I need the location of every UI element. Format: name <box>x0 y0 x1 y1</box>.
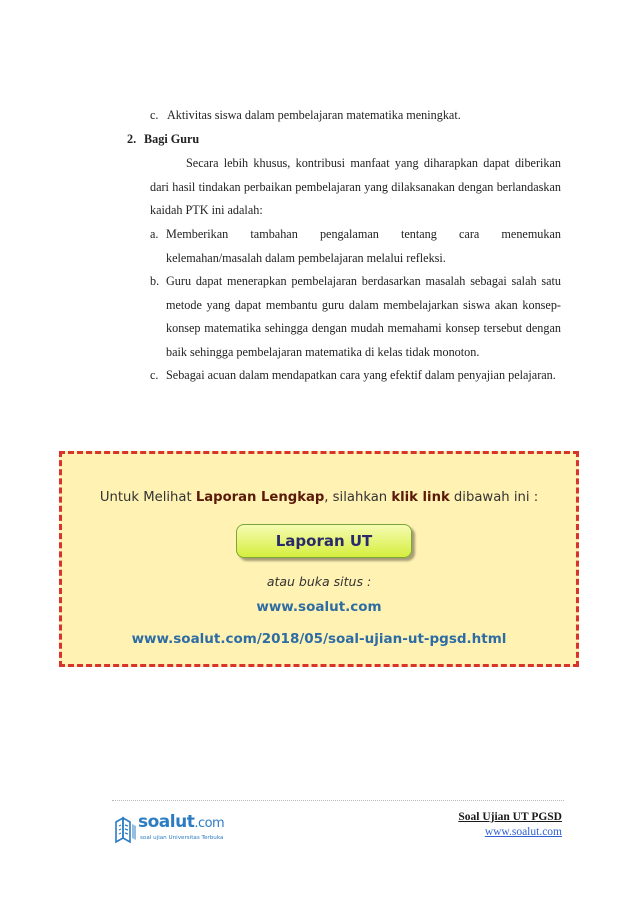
section-paragraph <box>150 152 561 223</box>
list-text: Guru dapat menerapkan pembelajaran berdasarkan masalah sebagai salah satu metode yang dapat membantu guru dalam membelajarkan siswa akan konsep-konsep matematika sehingga dengan mudah memahami konsep tersebut dengan baik sehingga pembelajaran matematika di kelas tidak monoton. <box>166 274 561 359</box>
notice-text: dibawah ini : <box>449 490 539 505</box>
footer-title: Soal Ujian UT PGSD <box>458 811 562 823</box>
footer-url-link[interactable]: www.soalut.com <box>484 826 562 838</box>
list-item <box>150 364 561 388</box>
section-title: Bagi Guru <box>144 132 200 146</box>
paragraph-text: Secara lebih khusus, kontribusi manfaat yang diharapkan dapat diberikan dari hasil tindakan perbaikan pembelajaran yang dilaksanakan dengan berlandaskan kaidah PTK ini adalah: <box>150 156 561 217</box>
logo-word: soalut <box>138 812 195 832</box>
list-item-c-top <box>150 104 570 128</box>
notice-or-text: atau buka situs : <box>266 574 372 589</box>
section-heading <box>127 128 563 152</box>
notice-instruction <box>62 490 576 505</box>
list-marker: b. <box>150 274 160 288</box>
list-item <box>150 270 561 364</box>
list-marker: c. <box>150 368 159 382</box>
list-text: Aktivitas siswa dalam pembelajaran matematika meningkat. <box>167 108 461 122</box>
laporan-ut-button[interactable]: Laporan UT <box>236 524 412 558</box>
section-list <box>150 223 561 388</box>
list-item <box>150 223 561 270</box>
books-icon <box>113 814 139 844</box>
notice-emphasis: Laporan Lengkap <box>195 490 325 505</box>
list-text: Sebagai acuan dalam mendapatkan cara yang efektif dalam penyajian pelajaran. <box>166 368 556 382</box>
section-bagi-guru <box>127 128 563 152</box>
notice-text: , silahkan <box>324 490 392 505</box>
notice-text: Untuk Melihat <box>99 490 196 505</box>
list-marker: c. <box>150 108 159 122</box>
logo-wordmark <box>138 812 224 832</box>
notice-emphasis: klik link <box>391 490 450 505</box>
site-link[interactable]: www.soalut.com <box>256 599 382 615</box>
footer-divider <box>112 800 564 801</box>
article-link[interactable]: www.soalut.com/2018/05/soal-ujian-ut-pgsd.html <box>131 631 507 647</box>
list-text: Memberikan tambahan pengalaman tentang cara menemukan kelemahan/masalah dalam pembelajaran melalui refleksi. <box>166 227 561 265</box>
notice-box <box>59 451 579 667</box>
section-number: 2. <box>127 132 137 146</box>
soalut-logo <box>113 812 233 846</box>
logo-suffix: .com <box>194 816 225 831</box>
logo-tagline: soal ujian Universitas Terbuka <box>140 835 224 841</box>
list-marker: a. <box>150 227 159 241</box>
